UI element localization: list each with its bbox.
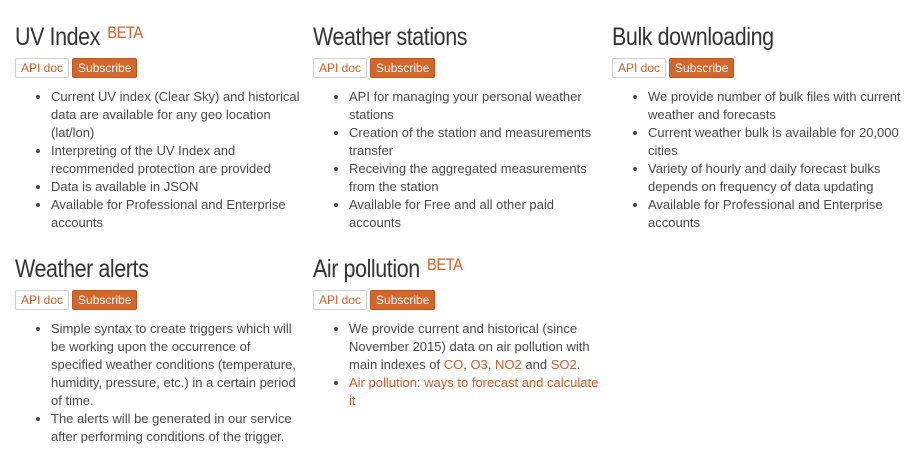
beta-badge: BETA — [107, 23, 143, 42]
air-pollution-card — [313, 254, 603, 410]
bulk-downloading-title: Bulk downloading — [612, 23, 774, 51]
weather-stations-card — [313, 22, 603, 232]
weather-alerts-buttons — [15, 290, 305, 310]
bulk-downloading-buttons — [612, 58, 902, 78]
list-item: • Creation of the station and measurements transfer — [349, 124, 603, 160]
list-item: • API for managing your personal weather stations — [349, 88, 603, 124]
list-item: • Current UV index (Clear Sky) and historical data are available for any geo location (lat/lon) — [51, 88, 305, 142]
air-pollution-title — [313, 254, 562, 284]
uv-index-card — [15, 22, 305, 232]
subscribe-button[interactable]: Subscribe — [72, 58, 137, 78]
air-pollution-features — [313, 320, 603, 410]
list-item: • Simple syntax to create triggers which will be working upon the occurrence of specified weather conditions (temperature, humidity, pressure, etc.) in a certain period of time. — [51, 320, 305, 410]
bulk-downloading-card — [612, 22, 902, 232]
api-doc-button[interactable]: API doc — [15, 58, 69, 78]
api-doc-button[interactable]: API doc — [15, 290, 69, 310]
list-item: • Available for Professional and Enterprise accounts — [648, 196, 902, 232]
no2-link[interactable]: NO2 — [495, 357, 522, 372]
weather-alerts-card — [15, 254, 305, 446]
subscribe-button[interactable]: Subscribe — [669, 58, 734, 78]
uv-index-title — [15, 22, 264, 52]
so2-link[interactable]: SO2 — [550, 357, 577, 372]
subscribe-button[interactable]: Subscribe — [370, 58, 435, 78]
subscribe-button[interactable]: Subscribe — [370, 290, 435, 310]
list-item: • Receiving the aggregated measurements from the station — [349, 160, 603, 196]
air-pollution-description: We provide current and historical (since November 2015) data on air pollution with main indexes of — [349, 321, 590, 372]
weather-alerts-title: Weather alerts — [15, 255, 149, 283]
air-pollution-buttons — [313, 290, 603, 310]
air-pollution-forecast-link[interactable]: Air pollution: ways to forecast and calculate it — [349, 375, 599, 408]
separator: , — [463, 357, 467, 372]
list-item: • We provide number of bulk files with current weather and forecasts — [648, 88, 902, 124]
weather-stations-features — [313, 88, 603, 232]
api-doc-button[interactable]: API doc — [612, 58, 666, 78]
uv-index-buttons — [15, 58, 305, 78]
list-item: • Data is available in JSON — [51, 178, 305, 196]
list-item: • The alerts will be generated in our service after performing conditions of the trigger. — [51, 410, 305, 446]
list-item: • Variety of hourly and daily forecast bulks depends on frequency of data updating — [648, 160, 902, 196]
air-pollution-title-text: Air pollution — [313, 255, 420, 283]
list-item: • Available for Free and all other paid accounts — [349, 196, 603, 232]
uv-index-title-text: UV Index — [15, 23, 101, 51]
list-item: • Interpreting of the UV Index and recommended protection are provided — [51, 142, 305, 178]
separator: , — [487, 357, 492, 372]
period: . — [576, 357, 581, 372]
list-item — [349, 374, 603, 410]
subscribe-button[interactable]: Subscribe — [72, 290, 137, 310]
o3-link[interactable]: O3 — [470, 357, 488, 372]
weather-stations-buttons — [313, 58, 603, 78]
weather-stations-title: Weather stations — [313, 23, 468, 51]
list-item: • Available for Professional and Enterprise accounts — [51, 196, 305, 232]
uv-index-features — [15, 88, 305, 232]
list-item: • Current weather bulk is available for 20,000 cities — [648, 124, 902, 160]
co-link[interactable]: CO — [443, 357, 464, 372]
conjunction: and — [525, 357, 548, 372]
api-doc-button[interactable]: API doc — [313, 290, 367, 310]
api-doc-button[interactable]: API doc — [313, 58, 367, 78]
beta-badge: BETA — [427, 255, 463, 274]
list-item — [349, 320, 603, 374]
weather-alerts-features — [15, 320, 305, 446]
bulk-downloading-features — [612, 88, 902, 232]
